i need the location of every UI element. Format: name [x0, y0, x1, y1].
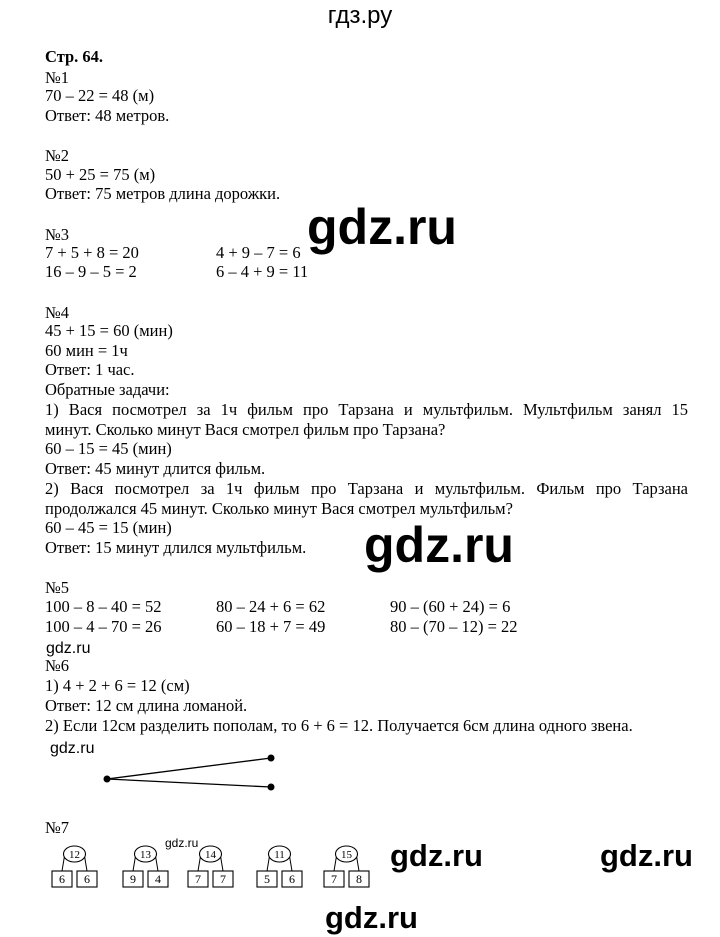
task-number: №6: [45, 656, 69, 675]
text-line: продолжался 45 минут. Сколько минут Вася смотрел мультфильм?: [45, 499, 513, 518]
tree-branch: [62, 856, 65, 871]
solution-line: 70 – 22 = 48 (м): [45, 86, 155, 105]
solution-line: 60 мин = 1ч: [45, 341, 128, 360]
tree-top-number: 15: [341, 849, 352, 861]
tree-branch: [290, 856, 293, 871]
text-line: 1) Вася посмотрел за 1ч фильм про Тарзана и мультфильм. Мультфильм занял 15: [45, 400, 688, 419]
tree-top-number: 14: [205, 849, 216, 861]
tree-part-number: 8: [356, 872, 362, 886]
task-number: №5: [45, 578, 69, 597]
answer-line: Ответ: 15 минут длился мультфильм.: [45, 538, 307, 557]
task-number: №3: [45, 225, 69, 244]
watermark: gdz.ru: [50, 740, 95, 757]
tree-branch: [156, 856, 159, 871]
tree-part-number: 6: [289, 872, 295, 886]
watermark: gdz.ru: [390, 838, 483, 873]
equation: 80 – (70 – 12) = 22: [390, 617, 518, 636]
tree-part-number: 4: [155, 872, 161, 886]
tree-top-number: 13: [140, 849, 151, 861]
text-line: минут. Сколько минут Вася смотрел фильм про Тарзана?: [45, 420, 446, 439]
tree-part-number: 7: [195, 872, 201, 886]
equation: 6 – 4 + 9 = 11: [216, 262, 309, 281]
equation: 60 – 18 + 7 = 49: [216, 617, 326, 636]
equation: 100 – 8 – 40 = 52: [45, 597, 162, 616]
task-number: №4: [45, 303, 69, 322]
equation: 80 – 24 + 6 = 62: [216, 597, 326, 616]
tree-branch: [357, 856, 360, 871]
tree-top-number: 12: [69, 849, 80, 861]
tree-branch: [133, 856, 136, 871]
tree-part-number: 7: [220, 872, 226, 886]
equation: 90 – (60 + 24) = 6: [390, 597, 511, 616]
equation: 7 + 5 + 8 = 20: [45, 243, 139, 262]
answer-line: Ответ: 1 час.: [45, 360, 135, 379]
answer-line: Ответ: 48 метров.: [45, 106, 170, 125]
watermark: gdz.ru: [364, 517, 514, 573]
watermark: gdz.ru: [165, 836, 199, 850]
tree-branch: [198, 856, 201, 871]
text-line: Обратные задачи:: [45, 380, 170, 399]
tree-branch: [334, 856, 337, 871]
answer-line: Ответ: 12 см длина ломаной.: [45, 696, 248, 715]
text-line: 2) Вася посмотрел за 1ч фильм про Тарзана и мультфильм. Фильм про Тарзана: [45, 479, 688, 498]
tree-top-number: 11: [274, 849, 285, 861]
tree-part-number: 6: [59, 872, 65, 886]
tree-part-number: 5: [264, 872, 270, 886]
tree-part-number: 6: [84, 872, 90, 886]
solution-line: 50 + 25 = 75 (м): [45, 165, 156, 184]
task-number: №1: [45, 68, 69, 87]
site-header: гдз.ру: [327, 2, 393, 29]
tree-branch: [267, 856, 270, 871]
task-number: №2: [45, 146, 69, 165]
text-line: 2) Если 12см разделить пополам, то 6 + 6 = 12. Получается 6см длина одного звена.: [45, 716, 633, 735]
solution-line: 45 + 15 = 60 (мин): [45, 321, 173, 340]
page-title: Стр. 64.: [45, 47, 104, 66]
equation: 4 + 9 – 7 = 6: [216, 243, 301, 262]
tree-branch: [221, 856, 224, 871]
tree-branch: [85, 856, 88, 871]
equation: 16 – 9 – 5 = 2: [45, 262, 137, 281]
equation: 100 – 4 – 70 = 26: [45, 617, 162, 636]
tree-part-number: 7: [331, 872, 337, 886]
solution-line: 60 – 15 = 45 (мин): [45, 439, 172, 458]
task-number: №7: [45, 818, 69, 837]
watermark: gdz.ru: [325, 900, 418, 935]
answer-line: Ответ: 75 метров длина дорожки.: [45, 184, 281, 203]
solution-line: 1) 4 + 2 + 6 = 12 (см): [45, 676, 190, 695]
tree-part-number: 9: [130, 872, 136, 886]
answer-line: Ответ: 45 минут длится фильм.: [45, 459, 266, 478]
solution-line: 60 – 45 = 15 (мин): [45, 518, 172, 537]
watermark: gdz.ru: [307, 199, 457, 255]
watermark: gdz.ru: [600, 838, 693, 873]
watermark: gdz.ru: [46, 640, 91, 657]
